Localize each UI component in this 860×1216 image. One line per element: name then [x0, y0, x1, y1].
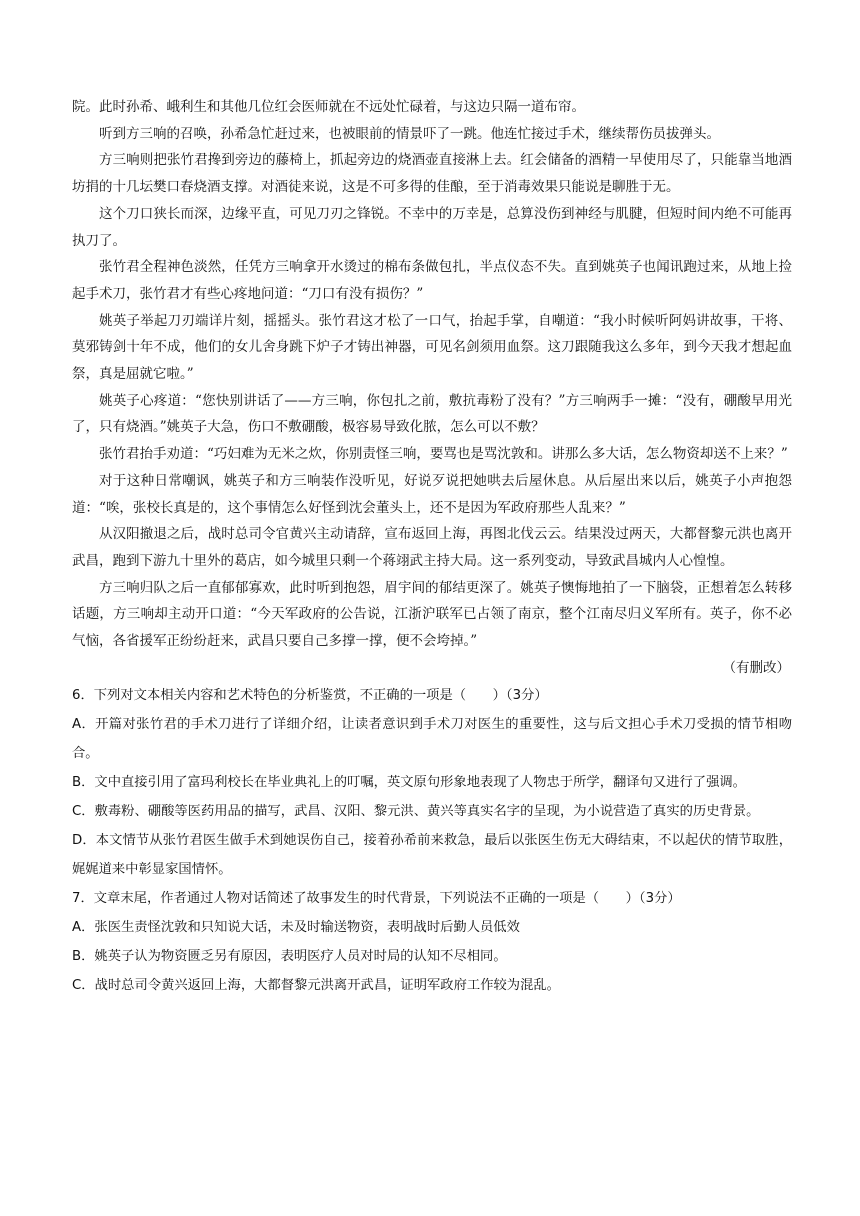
question-7 — [72, 884, 792, 1000]
passage-paragraph: 这个刀口狭长而深，边缘平直，可见刀刃之锋锐。不幸中的万幸是，总算没伤到神经与肌腱，但短时间内绝不可能再执刀了。 — [72, 205, 792, 249]
answer-option-d: D．本文情节从张竹君医生做手术到她误伤自己，接着孙希前来救急，最后以张医生伤无大碍结束，不以起伏的情节取胜，娓娓道来中彰显家国情怀。 — [72, 833, 792, 878]
reading-passage — [72, 94, 792, 681]
answer-option-a: A．开篇对张竹君的手术刀进行了详细介绍，让读者意识到手术刀对医生的重要性，这与后文担心手术刀受损的情节相吻合。 — [72, 717, 792, 762]
answer-option-b: B．姚英子认为物资匮乏另有原因，表明医疗人员对时局的认知不尽相同。 — [72, 949, 507, 965]
question-stem: 6．下列对文本相关内容和艺术特色的分析鉴赏，不正确的一项是（ ）（3分） — [72, 688, 548, 704]
passage-paragraph: 对于这种日常嘲讽，姚英子和方三响装作没听见，好说歹说把她哄去后屋休息。从后屋出来以后，姚英子小声抱怨道：“唉，张校长真是的，这个事情怎么好怪到沈会董头上，还不是因为军政府那些人乱来？” — [72, 472, 792, 516]
abridged-note: （有删改） — [722, 659, 790, 676]
passage-paragraph: 姚英子举起刀刃端详片刻，摇摇头。张竹君这才松了一口气，抬起手掌，自嘲道：“我小时候听阿妈讲故事，干将、莫邪铸剑十年不成，他们的女儿舍身跳下炉子才铸出神器，可见名剑须用血祭。这刀跟随我这么多年，到今天我才想起血祭，真是屈就它啦。” — [72, 312, 792, 383]
passage-paragraph: 姚英子心疼道：“您快别讲话了——方三响，你包扎之前，敷抗毒粉了没有？”方三响两手一摊：“没有，硼酸早用光了，只有烧酒。”姚英子大急，伤口不敷硼酸，极容易导致化脓，怎么可以不敷？ — [72, 392, 792, 436]
answer-option-a: A．张医生责怪沈敦和只知说大话，未及时输送物资，表明战时后勤人员低效 — [72, 920, 520, 936]
answer-option-b: B．文中直接引用了富玛利校长在毕业典礼上的叮嘱，英文原句形象地表现了人物忠于所学，翻译句又进行了强调。 — [72, 775, 746, 791]
passage-paragraph: 张竹君全程神色淡然，任凭方三响拿开水烫过的棉布条做包扎，半点仪态不失。直到姚英子也闻讯跑过来，从地上捡起手术刀，张竹君才有些心疼地问道：“刀口有没有损伤？” — [72, 259, 792, 302]
question-stem: 7．文章末尾，作者通过人物对话简述了故事发生的时代背景，下列说法不正确的一项是（ ）（3分） — [72, 891, 681, 907]
passage-paragraph: 院。此时孙希、峨利生和其他几位红会医师就在不远处忙碌着，与这边只隔一道布帘。 — [72, 99, 585, 115]
passage-paragraph: 方三响则把张竹君搀到旁边的藤椅上，抓起旁边的烧酒壶直接淋上去。红会储备的酒精一早使用尽了，只能靠当地酒坊捐的十几坛樊口春烧酒支撑。对酒徒来说，这是不可多得的佳酿，至于消毒效果只能说是聊胜于无。 — [72, 152, 792, 196]
passage-paragraph: 从汉阳撤退之后，战时总司令官黄兴主动请辞，宣布返回上海，再图北伐云云。结果没过两天，大都督黎元洪也离开武昌，跑到下游九十里外的葛店，如今城里只剩一个蒋翊武主持大局。这一系列变动，导致武昌城内人心惶惶。 — [72, 526, 792, 569]
answer-option-c: C．战时总司令黄兴返回上海，大都督黎元洪离开武昌，证明军政府工作较为混乱。 — [72, 978, 560, 994]
passage-paragraph: 听到方三响的召唤，孙希急忙赶过来，也被眼前的情景吓了一跳。他连忙接过手术，继续帮伤员拔弹头。 — [99, 125, 720, 142]
question-6 — [72, 681, 792, 884]
passage-paragraph: 方三响归队之后一直郁郁寡欢，此时听到抱怨，眉宇间的郁结更深了。姚英子懊悔地拍了一下脑袋，正想着怎么转移话题，方三响却主动开口道：“今天军政府的公告说，江浙沪联军已占领了南京，整个江南尽归义军所有。英子，你不必气恼，各省援军正纷纷赶来，武昌只要自己多撑一撑，便不会垮掉。” — [72, 579, 792, 650]
passage-paragraph: 张竹君抬手劝道：“巧妇难为无米之炊，你别责怪三响，要骂也是骂沈敦和。讲那么多大话，怎么物资却送不上来？” — [99, 446, 788, 463]
answer-option-c: C．敷毒粉、硼酸等医药用品的描写，武昌、汉阳、黎元洪、黄兴等真实名字的呈现，为小说营造了真实的历史背景。 — [72, 804, 760, 820]
document-page — [72, 94, 792, 1000]
